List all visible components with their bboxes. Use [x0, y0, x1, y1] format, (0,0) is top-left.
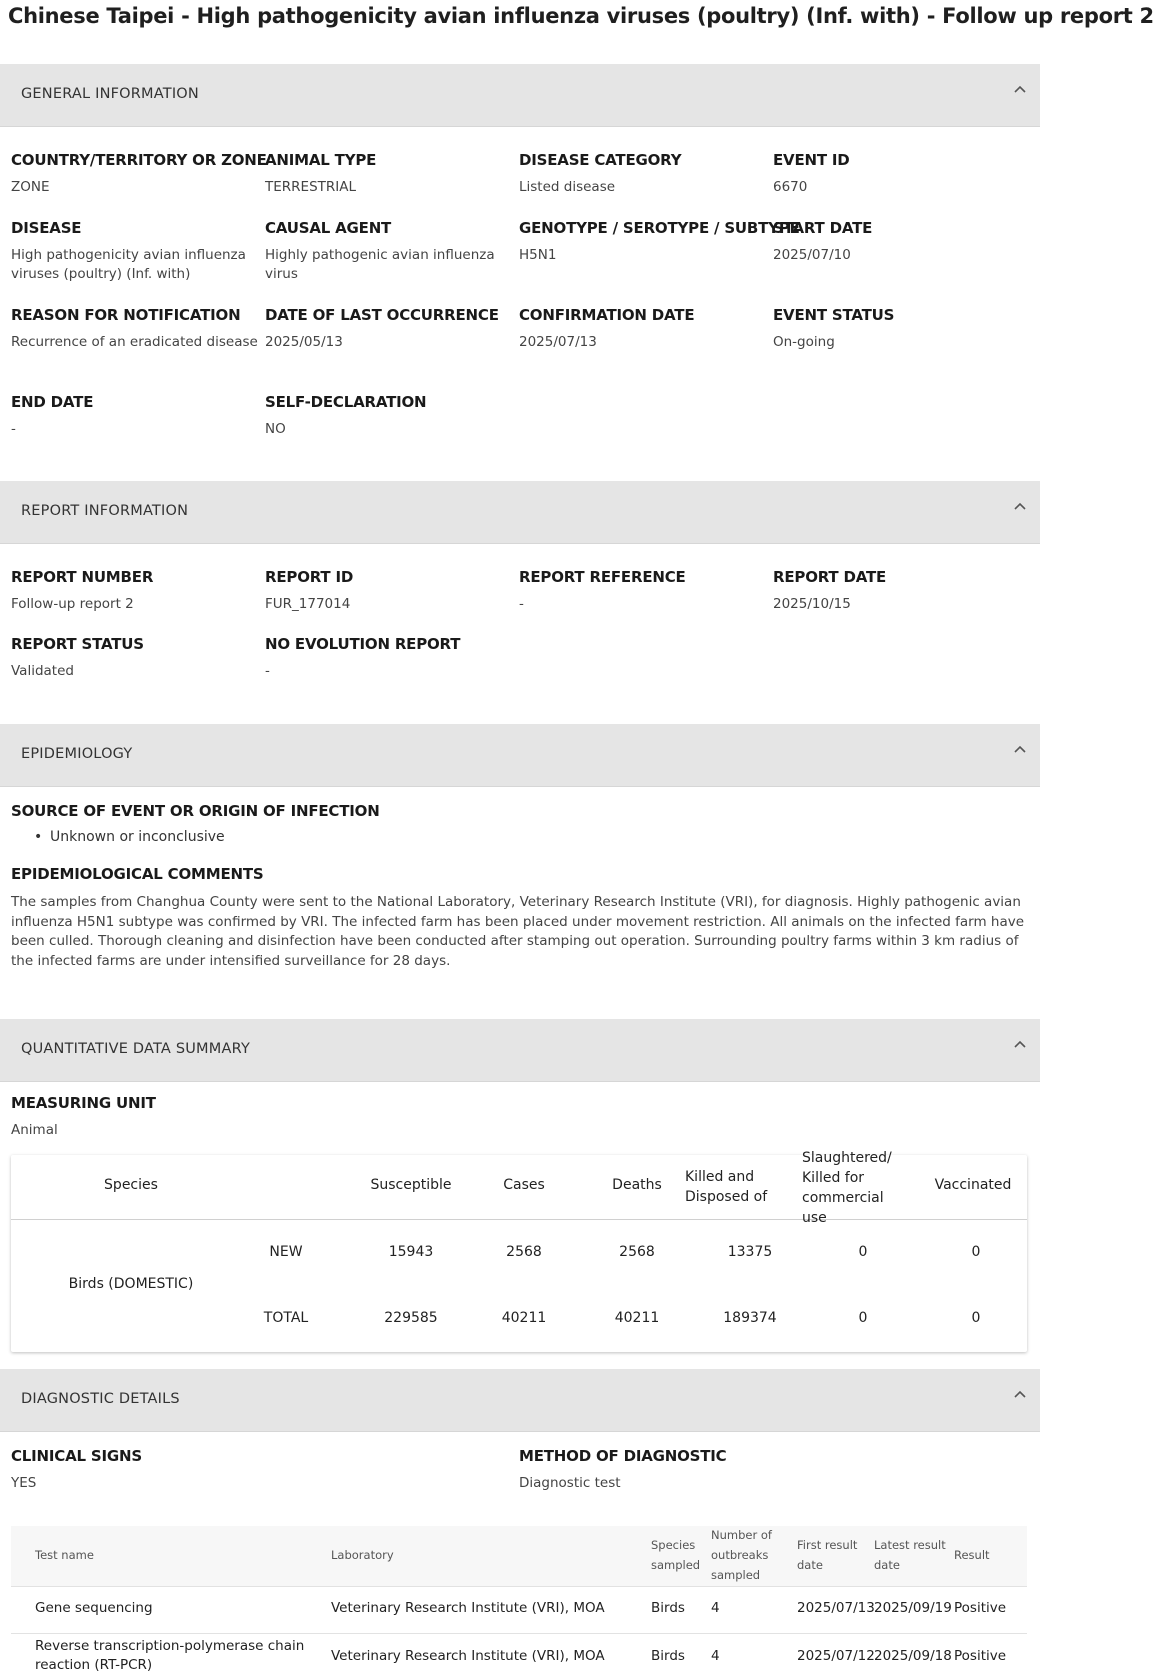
- cell-laboratory: Veterinary Research Institute (VRI), MOA: [331, 1600, 605, 1616]
- field-label: END DATE: [11, 393, 94, 411]
- field-label: CONFIRMATION DATE: [519, 306, 695, 324]
- field-report-status: [11, 634, 263, 681]
- divider: [11, 1586, 1027, 1587]
- cell-vaccinated: 0: [971, 1310, 981, 1326]
- field-label: COUNTRY/TERRITORY OR ZONE: [11, 151, 267, 169]
- field-confirmation-date: [519, 305, 771, 352]
- field-label: REPORT NUMBER: [11, 568, 154, 586]
- field-value: High pathogenicity avian influenza viruses (poultry) (Inf. with): [11, 247, 246, 282]
- field-value: 2025/07/13: [519, 334, 597, 350]
- field-value: 2025/07/10: [773, 247, 851, 263]
- field-value: FUR_177014: [265, 596, 351, 612]
- field-value: On-going: [773, 334, 835, 350]
- field-event-status: [773, 305, 1025, 352]
- field-label: REPORT REFERENCE: [519, 568, 686, 586]
- col-header-first-date: First result date: [797, 1538, 858, 1572]
- chevron-up-icon[interactable]: [1014, 744, 1026, 756]
- cell-killed: 13375: [727, 1244, 773, 1260]
- page-title: Chinese Taipei - High pathogenicity avian influenza viruses (poultry) (Inf. with) - Follow up report 2: [8, 4, 1154, 28]
- field-country: [11, 150, 267, 197]
- section-header-general[interactable]: [0, 64, 1040, 127]
- col-header-species: Species: [104, 1177, 158, 1193]
- section-title: EPIDEMIOLOGY: [21, 746, 133, 762]
- field-label: SOURCE OF EVENT OR ORIGIN OF INFECTION: [11, 802, 380, 820]
- cell-outbreaks: 4: [711, 1600, 720, 1616]
- field-value: 6670: [773, 179, 808, 195]
- cell-result: Positive: [954, 1648, 1007, 1664]
- field-label: DISEASE: [11, 219, 82, 237]
- field-label: REASON FOR NOTIFICATION: [11, 306, 241, 324]
- cell-deaths: 2568: [619, 1244, 655, 1260]
- field-value: Recurrence of an eradicated disease: [11, 334, 258, 350]
- field-value: NO: [265, 421, 286, 437]
- field-label: REPORT STATUS: [11, 635, 144, 653]
- col-header-killed: Killed and Disposed of: [685, 1169, 768, 1205]
- field-label: ANIMAL TYPE: [265, 151, 377, 169]
- cell-latest-date: 2025/09/18: [874, 1648, 952, 1664]
- section-header-diagnostic[interactable]: [0, 1369, 1040, 1432]
- field-report-number: [11, 567, 263, 614]
- field-method: [519, 1446, 771, 1493]
- cell-deaths: 40211: [614, 1310, 660, 1326]
- field-label: MEASURING UNIT: [11, 1094, 156, 1112]
- section-header-report[interactable]: [0, 481, 1040, 544]
- field-last-occurrence: [265, 305, 517, 352]
- section-header-quantitative[interactable]: [0, 1019, 1040, 1082]
- col-header-cases: Cases: [503, 1177, 545, 1193]
- field-label: METHOD OF DIAGNOSTIC: [519, 1447, 727, 1465]
- field-value: YES: [11, 1475, 37, 1491]
- cell-species: Birds: [651, 1648, 685, 1664]
- field-report-id: [265, 567, 517, 614]
- field-label: EPIDEMIOLOGICAL COMMENTS: [11, 865, 264, 883]
- field-value: Highly pathogenic avian influenza virus: [265, 247, 495, 282]
- field-label: NO EVOLUTION REPORT: [265, 635, 461, 653]
- cell-slaughtered: 0: [858, 1310, 868, 1326]
- cell-first-date: 2025/07/13: [797, 1600, 875, 1616]
- field-value: TERRESTRIAL: [265, 179, 356, 195]
- cell-vaccinated: 0: [971, 1244, 981, 1260]
- col-header-vaccinated: Vaccinated: [934, 1177, 1012, 1193]
- field-value: Animal: [11, 1122, 58, 1138]
- cell-test-name: Gene sequencing: [35, 1600, 153, 1616]
- cell-latest-date: 2025/09/19: [874, 1600, 952, 1616]
- field-value: -: [519, 596, 524, 612]
- field-label: DISEASE CATEGORY: [519, 151, 682, 169]
- field-label: GENOTYPE / SEROTYPE / SUBTYPE: [519, 219, 800, 237]
- field-label: DATE OF LAST OCCURRENCE: [265, 306, 499, 324]
- field-comments: [11, 864, 611, 884]
- field-disease-category: [519, 150, 771, 197]
- field-end-date: [11, 392, 263, 439]
- chevron-up-icon[interactable]: [1014, 1039, 1026, 1051]
- species-name: Birds (DOMESTIC): [68, 1276, 194, 1292]
- cell-laboratory: Veterinary Research Institute (VRI), MOA: [331, 1648, 605, 1664]
- col-header-outbreaks: Number of outbreaks sampled: [711, 1528, 772, 1582]
- cell-cases: 2568: [506, 1244, 542, 1260]
- field-label: EVENT STATUS: [773, 306, 895, 324]
- divider: [11, 1633, 1027, 1634]
- col-header-latest-date: Latest result date: [874, 1538, 946, 1572]
- cell-outbreaks: 4: [711, 1648, 720, 1664]
- section-title: REPORT INFORMATION: [21, 503, 189, 519]
- chevron-up-icon[interactable]: [1014, 1389, 1026, 1401]
- chevron-up-icon[interactable]: [1014, 501, 1026, 513]
- col-header-result: Result: [954, 1548, 990, 1562]
- field-label: REPORT DATE: [773, 568, 887, 586]
- field-value: Validated: [11, 663, 74, 679]
- col-header-slaughtered: Slaughtered/ Killed for commercial use: [802, 1150, 892, 1226]
- section-header-epidemiology[interactable]: [0, 724, 1040, 787]
- field-clinical-signs: [11, 1446, 263, 1493]
- cell-cases: 40211: [501, 1310, 547, 1326]
- cell-killed: 189374: [723, 1310, 777, 1326]
- field-value: H5N1: [519, 247, 557, 263]
- field-reason: [11, 305, 263, 352]
- field-report-date: [773, 567, 1025, 614]
- field-value: ZONE: [11, 179, 50, 195]
- field-causal-agent: [265, 218, 517, 284]
- section-title: DIAGNOSTIC DETAILS: [21, 1391, 180, 1407]
- field-value: Follow-up report 2: [11, 596, 134, 612]
- field-source: [11, 801, 611, 821]
- field-value: 2025/05/13: [265, 334, 343, 350]
- row-type: TOTAL: [263, 1310, 309, 1326]
- field-self-declaration: [265, 392, 517, 439]
- cell-susceptible: 229585: [384, 1310, 438, 1326]
- field-label: CAUSAL AGENT: [265, 219, 392, 237]
- field-label: START DATE: [773, 219, 873, 237]
- chevron-up-icon[interactable]: [1014, 84, 1026, 96]
- field-no-evolution: [265, 634, 517, 681]
- field-start-date: [773, 218, 1025, 265]
- field-label: CLINICAL SIGNS: [11, 1447, 142, 1465]
- cell-slaughtered: 0: [858, 1244, 868, 1260]
- cell-test-name: Reverse transcription-polymerase chain reaction (RT-PCR): [35, 1638, 305, 1673]
- col-header-test-name: Test name: [35, 1548, 94, 1562]
- field-label: REPORT ID: [265, 568, 354, 586]
- field-event-id: [773, 150, 1025, 197]
- cell-susceptible: 15943: [388, 1244, 434, 1260]
- field-value: Diagnostic test: [519, 1475, 621, 1491]
- list-item: • Unknown or inconclusive: [50, 829, 225, 845]
- field-label: EVENT ID: [773, 151, 850, 169]
- field-genotype: [519, 218, 800, 265]
- col-header-susceptible: Susceptible: [370, 1177, 452, 1193]
- divider: [11, 1219, 1027, 1220]
- field-report-reference: [519, 567, 771, 614]
- col-header-species: Species sampled: [651, 1538, 701, 1572]
- quantitative-table: [11, 1150, 1027, 1352]
- section-title: GENERAL INFORMATION: [21, 86, 199, 102]
- section-title: QUANTITATIVE DATA SUMMARY: [21, 1041, 250, 1057]
- field-label: SELF-DECLARATION: [265, 393, 427, 411]
- cell-first-date: 2025/07/12: [797, 1648, 875, 1664]
- field-value: -: [265, 663, 270, 679]
- field-value: 2025/10/15: [773, 596, 851, 612]
- col-header-deaths: Deaths: [612, 1177, 662, 1193]
- cell-species: Birds: [651, 1600, 685, 1616]
- comments-text: The samples from Changhua County were sent to the National Laboratory, Veterinary Research Institute (VRI), for diagnosis. Highly pathogenic avian influenza H5N1 subtype was confirmed by VRI. The infected farm has been placed under movement restriction. All animals on the infected farm have been culled. Thorough cleaning and disinfection have been conducted after stamping out operation. Surrounding poultry farms within 3 km radius of the infected farms are under intensified surveillance for 28 days.: [11, 894, 1025, 969]
- col-header-laboratory: Laboratory: [331, 1548, 394, 1562]
- field-measuring-unit: [11, 1093, 263, 1140]
- cell-result: Positive: [954, 1600, 1007, 1616]
- field-value: Listed disease: [519, 179, 616, 195]
- field-animal-type: [265, 150, 517, 197]
- field-value: -: [11, 421, 16, 437]
- row-type: NEW: [269, 1244, 303, 1260]
- field-disease: [11, 218, 263, 284]
